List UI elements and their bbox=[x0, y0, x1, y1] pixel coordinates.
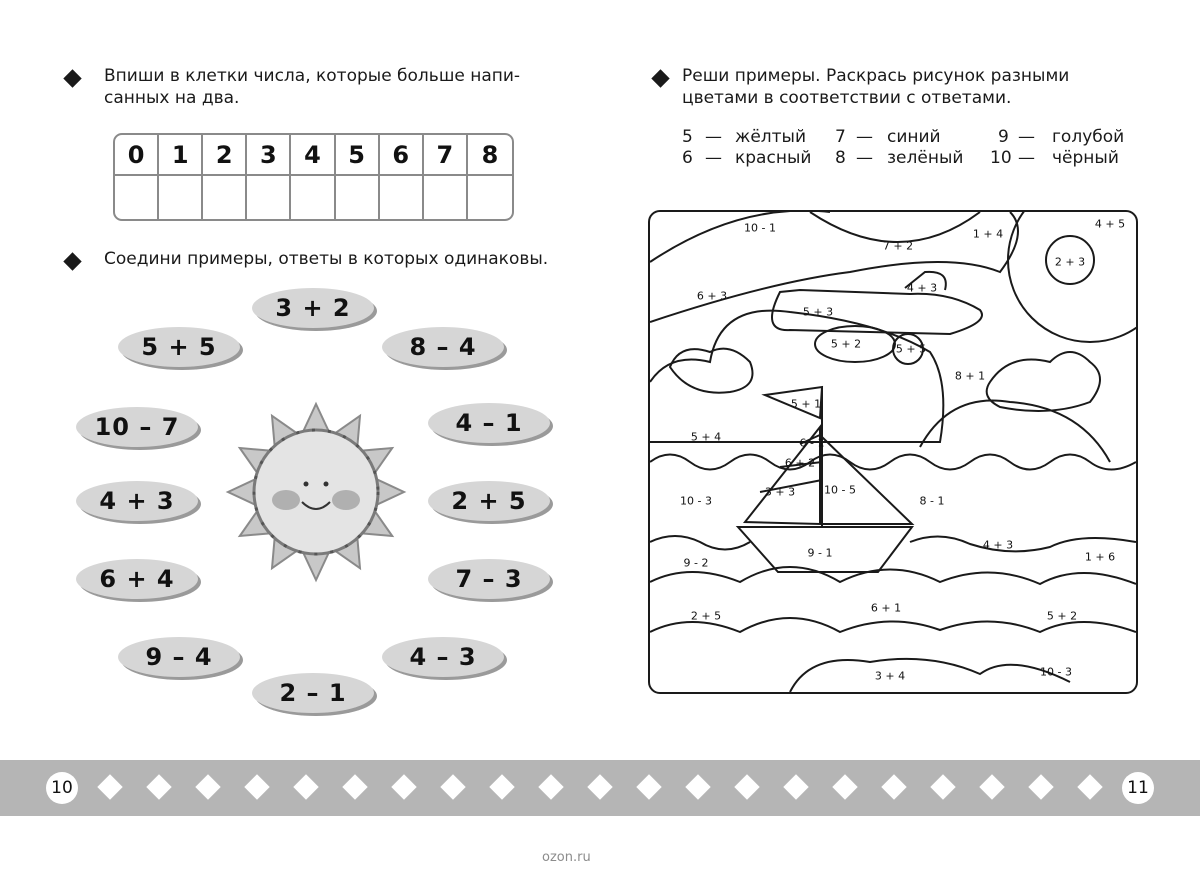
grid-number: 0 bbox=[115, 135, 159, 176]
grid-number: 4 bbox=[291, 135, 335, 176]
picture-label: 2 + 3 bbox=[1054, 255, 1086, 269]
grid-answer-cell[interactable] bbox=[203, 176, 247, 219]
coloring-picture bbox=[648, 210, 1138, 694]
picture-label: 4 + 5 bbox=[1094, 217, 1126, 231]
picture-label: 4 + 3 bbox=[906, 281, 938, 295]
grid-answer-cell[interactable] bbox=[468, 176, 512, 219]
task1-instruction bbox=[104, 65, 520, 109]
task1-line2: санных на два. bbox=[104, 88, 240, 108]
grid-answer-cell[interactable] bbox=[336, 176, 380, 219]
grid-answer-cell[interactable] bbox=[424, 176, 468, 219]
legend-dash: — bbox=[856, 148, 873, 168]
picture-label: 6 + 3 bbox=[696, 289, 728, 303]
picture-label: 6 + 1 bbox=[870, 601, 902, 615]
legend-color: синий bbox=[887, 127, 941, 147]
picture-label: 7 + 2 bbox=[882, 239, 914, 253]
example-oval[interactable]: 9 – 4 bbox=[118, 637, 240, 677]
grid-answer-cell[interactable] bbox=[291, 176, 335, 219]
picture-label: 5 + 2 bbox=[1046, 609, 1078, 623]
picture-label: 5 + 4 bbox=[690, 430, 722, 444]
task3-line2: цветами в соответствии с ответами. bbox=[682, 88, 1012, 108]
example-oval[interactable]: 6 + 4 bbox=[76, 559, 198, 599]
page-number-right: 11 bbox=[1122, 772, 1154, 804]
example-oval[interactable]: 4 – 1 bbox=[428, 403, 550, 443]
legend-color: чёрный bbox=[1052, 148, 1119, 168]
grid-answer-cell[interactable] bbox=[380, 176, 424, 219]
task3-line1: Реши примеры. Раскрась рисунок разными bbox=[682, 66, 1070, 86]
legend-color: зелёный bbox=[887, 148, 964, 168]
grid-number: 3 bbox=[247, 135, 291, 176]
picture-label: 4 + 3 bbox=[982, 538, 1014, 552]
legend-number: 10 bbox=[990, 148, 1012, 168]
legend-number: 5 bbox=[682, 127, 693, 147]
grid-number: 1 bbox=[159, 135, 203, 176]
example-oval[interactable]: 2 – 1 bbox=[252, 673, 374, 713]
legend-color: красный bbox=[735, 148, 812, 168]
task3-instruction bbox=[682, 65, 1069, 109]
legend-number: 7 bbox=[835, 127, 846, 147]
picture-label: 5 + 5 bbox=[895, 342, 927, 356]
picture-label: 3 + 4 bbox=[874, 669, 906, 683]
example-oval[interactable]: 4 – 3 bbox=[382, 637, 504, 677]
picture-label: 5 + 3 bbox=[802, 305, 834, 319]
legend-color: жёлтый bbox=[735, 127, 807, 147]
task1-line1: Впиши в клетки числа, которые больше напи- bbox=[104, 66, 521, 86]
diamond-bullet-icon bbox=[63, 252, 81, 270]
example-oval[interactable]: 5 + 5 bbox=[118, 327, 240, 367]
sun-illustration bbox=[218, 400, 414, 586]
page-number-left: 10 bbox=[46, 772, 78, 804]
picture-label: 10 - 3 bbox=[680, 494, 712, 508]
example-oval[interactable]: 8 – 4 bbox=[382, 327, 504, 367]
picture-label: 3 + 3 bbox=[764, 485, 796, 499]
legend-number: 8 bbox=[835, 148, 846, 168]
grid-answer-cell[interactable] bbox=[115, 176, 159, 219]
picture-label: 9 - 1 bbox=[807, 546, 833, 560]
diamond-bullet-icon bbox=[651, 69, 669, 87]
grid-number: 5 bbox=[336, 135, 380, 176]
example-oval[interactable]: 7 – 3 bbox=[428, 559, 550, 599]
picture-label: 8 - 1 bbox=[919, 494, 945, 508]
legend-dash: — bbox=[705, 127, 722, 147]
picture-label: 1 + 6 bbox=[1084, 550, 1116, 564]
example-oval[interactable]: 3 + 2 bbox=[252, 288, 374, 328]
legend-number: 9 bbox=[998, 127, 1009, 147]
task2-instruction: Соедини примеры, ответы в которых одинаковы. bbox=[104, 249, 549, 269]
picture-label: 10 - 3 bbox=[1040, 665, 1072, 679]
legend-dash: — bbox=[1018, 148, 1035, 168]
picture-label: 6 + 2 bbox=[784, 456, 816, 470]
legend-color: голубой bbox=[1052, 127, 1125, 147]
picture-label: 8 + 1 bbox=[954, 369, 986, 383]
diamond-bullet-icon bbox=[63, 69, 81, 87]
picture-label: 5 + 1 bbox=[790, 397, 822, 411]
grid-number: 2 bbox=[203, 135, 247, 176]
grid-number: 7 bbox=[424, 135, 468, 176]
legend-dash: — bbox=[856, 127, 873, 147]
picture-label: 5 + 2 bbox=[830, 337, 862, 351]
grid-number: 6 bbox=[380, 135, 424, 176]
picture-label: 10 - 5 bbox=[824, 483, 856, 497]
grid-answer-cell[interactable] bbox=[159, 176, 203, 219]
example-oval[interactable]: 2 + 5 bbox=[428, 481, 550, 521]
legend-number: 6 bbox=[682, 148, 693, 168]
number-grid bbox=[113, 133, 514, 221]
grid-answer-cell[interactable] bbox=[247, 176, 291, 219]
picture-label: 10 - 1 bbox=[744, 221, 776, 235]
picture-label: 2 + 5 bbox=[690, 609, 722, 623]
grid-number: 8 bbox=[468, 135, 512, 176]
picture-label: 9 - 2 bbox=[683, 556, 709, 570]
legend-dash: — bbox=[705, 148, 722, 168]
watermark: ozon.ru bbox=[542, 850, 591, 865]
example-oval[interactable]: 10 – 7 bbox=[76, 407, 198, 447]
example-oval[interactable]: 4 + 3 bbox=[76, 481, 198, 521]
legend-dash: — bbox=[1018, 127, 1035, 147]
picture-label: 6 - 1 bbox=[799, 436, 825, 450]
picture-label: 1 + 4 bbox=[972, 227, 1004, 241]
